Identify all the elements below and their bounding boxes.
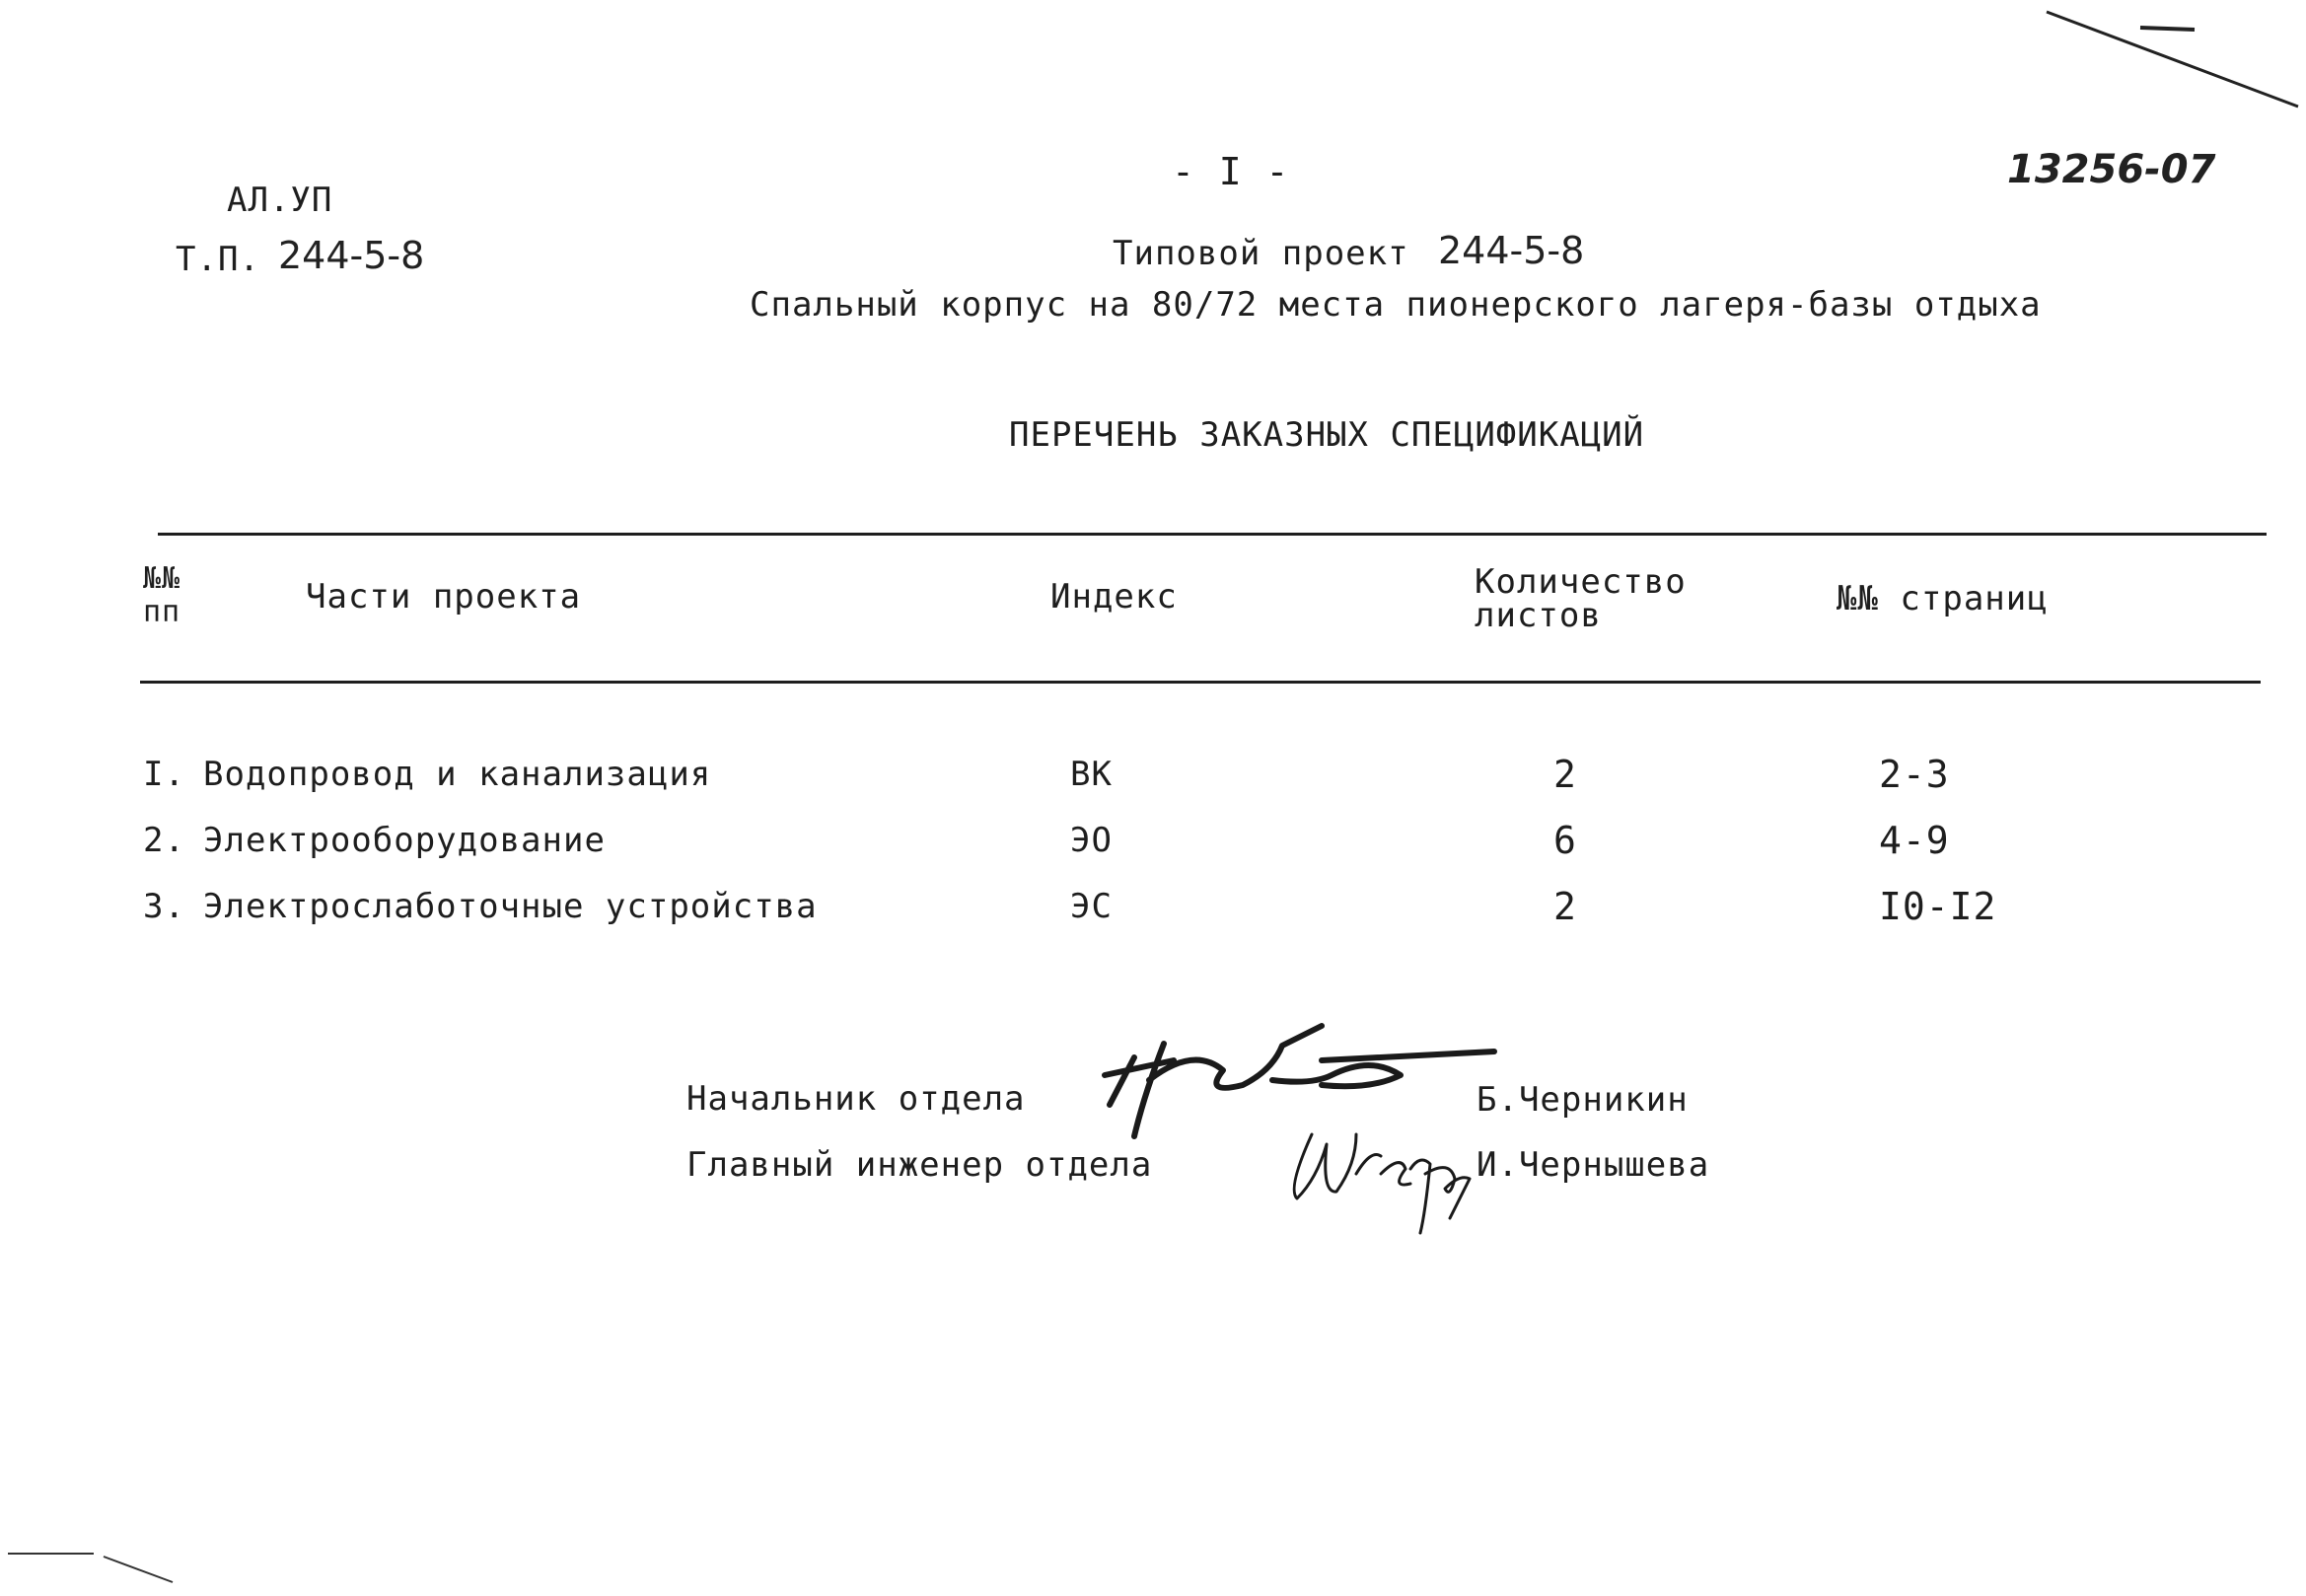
row-1-sheets: 2 — [1553, 753, 1577, 796]
table-top-rule — [158, 533, 2267, 536]
scan-mark-bottom-left-2 — [104, 1557, 173, 1582]
scan-mark-dash — [2140, 28, 2195, 30]
row-1-num: I. — [143, 755, 185, 794]
document-title: ПЕРЕЧЕНЬ ЗАКАЗНЫХ СПЕЦИФИКАЦИЙ — [1009, 415, 1645, 455]
row-3-index: ЭС — [1070, 887, 1113, 926]
project-label: Типовой проект — [1113, 234, 1409, 273]
row-2-index: ЭО — [1070, 821, 1113, 860]
signature-role-head: Начальник отдела — [686, 1079, 1026, 1119]
signature-head — [1105, 1026, 1494, 1136]
row-2-part: Электрооборудование — [203, 821, 606, 860]
album-code: АЛ.УП — [227, 181, 333, 220]
column-header-pages: №№ страниц — [1837, 579, 2049, 618]
table-header-rule — [140, 681, 2261, 684]
signature-name-chief-engineer: И.Чернышева — [1477, 1145, 1710, 1185]
row-2-num: 2. — [143, 821, 185, 860]
column-header-num-1: №№ — [143, 561, 181, 596]
column-header-sheets-1: Количество — [1475, 562, 1687, 602]
row-1-pages: 2-3 — [1879, 753, 1950, 796]
archive-number: 13256-07 — [2007, 147, 2216, 192]
signature-name-head: Б.Черникин — [1477, 1080, 1689, 1120]
page-number: - I - — [1172, 150, 1290, 193]
tp-number: 244-5-8 — [278, 234, 425, 277]
row-1-index: ВК — [1070, 755, 1113, 794]
row-3-num: 3. — [143, 887, 185, 926]
column-header-sheets-2: листов — [1475, 596, 1602, 635]
column-header-part: Части проекта — [306, 577, 582, 617]
project-title: Спальный корпус на 80/72 места пионерского лагеря-базы отдыха — [750, 285, 2042, 325]
row-2-pages: 4-9 — [1879, 819, 1950, 862]
row-3-part: Электрослаботочные устройства — [203, 887, 818, 926]
column-header-index: Индекс — [1050, 577, 1178, 617]
scan-mark-top-right — [2047, 12, 2298, 107]
signature-chief-engineer — [1294, 1134, 1470, 1233]
project-number: 244-5-8 — [1438, 229, 1585, 272]
tp-prefix: Т.П. — [176, 240, 260, 279]
column-header-num-2: пп — [143, 595, 181, 629]
signature-role-chief-engineer: Главный инженер отдела — [686, 1145, 1153, 1185]
row-2-sheets: 6 — [1553, 819, 1577, 862]
row-3-sheets: 2 — [1553, 885, 1577, 928]
row-1-part: Водопровод и канализация — [203, 755, 712, 794]
row-3-pages: I0-I2 — [1879, 885, 1997, 928]
